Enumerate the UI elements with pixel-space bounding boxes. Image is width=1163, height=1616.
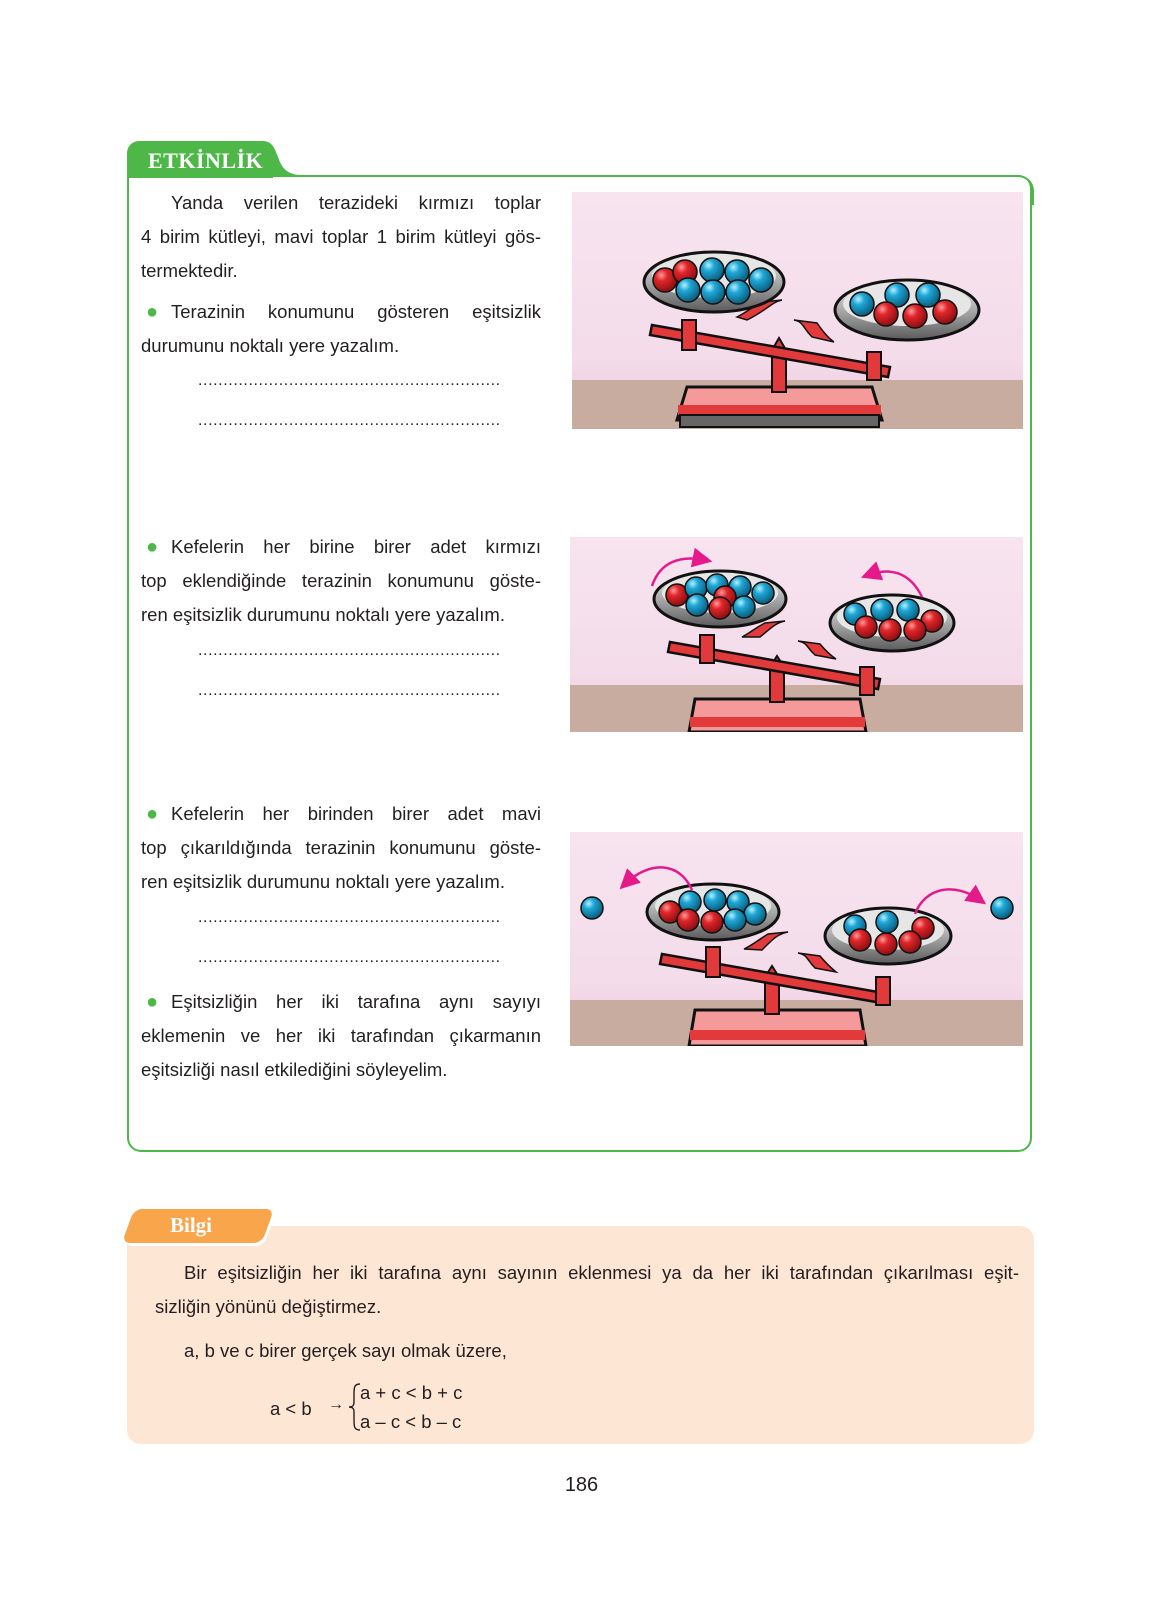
question-line: durumunu noktalı yere yazalım. xyxy=(141,335,400,356)
info-text-line3: a, b ve c birer gerçek sayı olmak üzere, xyxy=(184,1340,507,1361)
info-text-line1: Bir eşitsizliğin her iki tarafına aynı sayının eklenmesi ya da her iki tarafından çıkarılması eşit- xyxy=(184,1262,1019,1283)
question-2 xyxy=(141,530,541,632)
question-1 xyxy=(141,295,541,363)
remove-arrow-icon xyxy=(915,889,980,914)
intro-line: Yanda verilen terazideki kırmızı toplar xyxy=(171,192,541,213)
question-line: ren eşitsizlik durumunu noktalı yere yazalım. xyxy=(141,604,505,625)
question-line: eşitsizliği nasıl etkilediğini söyleyelim. xyxy=(141,1059,448,1080)
removed-blue-ball xyxy=(991,897,1013,919)
question-line: Kefelerin her birinden birer adet mavi xyxy=(171,803,541,824)
bullet-icon: ● xyxy=(146,536,159,558)
bullet-icon: ● xyxy=(146,301,159,323)
answer-blank[interactable]: ............................................................ xyxy=(198,412,501,429)
activity-title: ETKİNLİK xyxy=(148,148,264,173)
scale-illustration-2 xyxy=(570,537,1023,732)
scale-illustration-3 xyxy=(570,832,1023,1046)
answer-blank[interactable]: ............................................................ xyxy=(198,949,501,966)
question-4 xyxy=(141,985,541,1087)
question-line: top çıkarıldığında terazinin konumunu göste- xyxy=(141,837,541,858)
info-text-line2: sizliğin yönünü değiştirmez. xyxy=(155,1296,382,1317)
info-title: Bilgi xyxy=(170,1213,213,1237)
intro-line: 4 birim kütleyi, mavi toplar 1 birim kütleyi gös- xyxy=(141,226,541,247)
question-line: ren eşitsizlik durumunu noktalı yere yazalım. xyxy=(141,871,505,892)
add-arrow-icon xyxy=(868,571,922,597)
removed-blue-ball xyxy=(581,897,603,919)
intro-paragraph xyxy=(141,186,541,288)
question-line: top eklendiğinde terazinin konumunu göste- xyxy=(141,570,541,591)
answer-blank[interactable]: ............................................................ xyxy=(198,909,501,926)
balance-scale xyxy=(570,832,1023,1046)
math-case-subtract: a – c < b – c xyxy=(360,1411,462,1432)
activity-tab-curve xyxy=(262,141,312,177)
question-line: eklemenin ve her iki tarafından çıkarmanın xyxy=(141,1025,541,1046)
arrow-icon: → xyxy=(328,1396,344,1413)
activity-box-top-border xyxy=(300,175,1018,177)
scale-illustration-1 xyxy=(572,192,1023,429)
math-case-add: a + c < b + c xyxy=(360,1382,463,1403)
intro-line: termektedir. xyxy=(141,260,238,281)
math-lhs: a < b xyxy=(270,1398,312,1419)
question-line: Terazinin konumunu gösteren eşitsizlik xyxy=(171,301,541,322)
bullet-icon: ● xyxy=(146,991,159,1013)
question-3 xyxy=(141,797,541,899)
answer-blank[interactable]: ............................................................ xyxy=(198,642,501,659)
bullet-icon: ● xyxy=(146,803,159,825)
question-line: Kefelerin her birine birer adet kırmızı xyxy=(171,536,541,557)
answer-blank[interactable]: ............................................................ xyxy=(198,372,501,389)
question-line: Eşitsizliğin her iki tarafına aynı sayıyı xyxy=(171,991,541,1012)
page-number: 186 xyxy=(564,1474,599,1496)
balance-scale xyxy=(572,192,1023,429)
answer-blank[interactable]: ............................................................ xyxy=(198,682,501,699)
balance-scale xyxy=(570,537,1023,732)
